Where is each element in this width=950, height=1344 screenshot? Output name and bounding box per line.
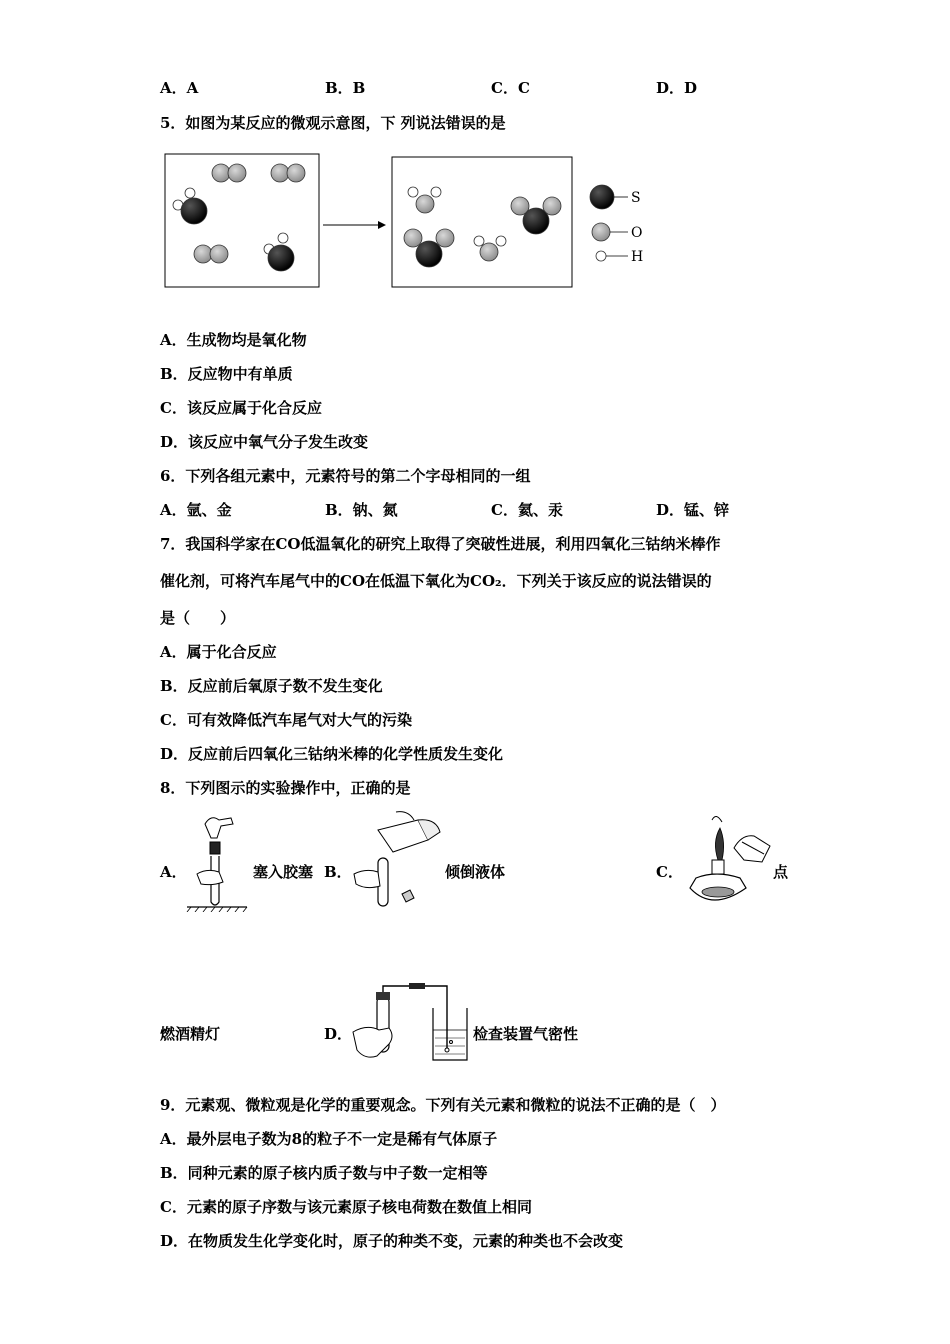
q4-option-d: D．D (656, 79, 698, 97)
legend-o-label: O (631, 225, 643, 241)
q8-option-a-text: 塞入胶塞 (253, 863, 314, 881)
q9-option-d: D．在物质发生化学变化时，原子的种类不变，元素的种类也不会改变 (160, 1232, 624, 1250)
legend-oxygen (592, 223, 628, 241)
q8-option-c-letter: C． (656, 863, 683, 881)
q9-option-c: C．元素的原子序数与该元素原子核电荷数在数值上相同 (160, 1198, 532, 1216)
q9-stem: 9．元素观、微粒观是化学的重要观念。下列有关元素和微粒的说法不正确的是（ ） (160, 1096, 726, 1114)
q8-option-c-text-2: 燃酒精灯 (160, 1025, 221, 1043)
q7-option-a: A．属于化合反应 (160, 643, 277, 661)
q7-option-d: D．反应前后四氧化三钴纳米棒的化学性质发生变化 (160, 745, 504, 763)
legend-sulfur (590, 185, 628, 209)
o2-molecule (271, 164, 305, 182)
q8-stem: 8．下列图示的实验操作中，正确的是 (160, 779, 411, 797)
q8-option-d-letter: D． (324, 1025, 353, 1043)
pour-liquid-illustration (348, 810, 448, 910)
q8-option-c-text-1: 点 (773, 863, 789, 881)
o2-molecule (194, 245, 228, 263)
q6-stem: 6．下列各组元素中，元素符号的第二个字母相同的一组 (160, 467, 531, 485)
airtightness-check-illustration (349, 978, 474, 1068)
q4-option-c: C．C (491, 79, 530, 97)
legend-hydrogen (596, 251, 628, 261)
q7-option-b: B．反应前后氧原子数不发生变化 (160, 677, 383, 695)
q8-option-b-text: 倾倒液体 (445, 863, 506, 881)
legend-h-label: H (631, 249, 644, 265)
q7-option-c: C．可有效降低汽车尾气对大气的污染 (160, 711, 412, 729)
q6-option-a: A．氩、金 (160, 501, 232, 519)
q7-stem-line-2: 催化剂，可将汽车尾气中的CO在低温下氧化为CO₂．下列关于该反应的说法错误的 (160, 572, 712, 590)
h2s-molecule (173, 188, 207, 224)
q7-stem-line-3: 是（ ） (160, 609, 236, 627)
so2-molecule (404, 229, 454, 267)
q9-option-b: B．同种元素的原子核内质子数与中子数一定相等 (160, 1164, 488, 1182)
alcohol-lamp-illustration (682, 812, 774, 912)
q6-option-d: D．锰、锌 (656, 501, 730, 519)
legend-s-label: S (631, 190, 641, 206)
h2o-molecule (474, 236, 506, 261)
q5-option-c: C．该反应属于化合反应 (160, 399, 322, 417)
q5-reaction-diagram (160, 150, 660, 295)
q4-option-a: A．A (160, 79, 199, 97)
q8-option-b-letter: B． (324, 863, 352, 881)
o2-molecule (212, 164, 246, 182)
stopper-insert-illustration (183, 812, 253, 912)
q8-option-d-text: 检查装置气密性 (473, 1025, 579, 1043)
q5-stem: 5．如图为某反应的微观示意图，下 列说法错误的是 (160, 114, 506, 132)
q9-option-a: A．最外层电子数为8的粒子不一定是稀有气体原子 (160, 1130, 498, 1148)
q6-option-c: C．氦、汞 (491, 501, 563, 519)
q8-option-a-letter: A． (160, 863, 187, 881)
q5-option-d: D．该反应中氧气分子发生改变 (160, 433, 369, 451)
h2o-molecule (408, 187, 441, 213)
q4-option-b: B．B (325, 79, 366, 97)
q5-option-a: A．生成物均是氧化物 (160, 331, 307, 349)
so2-molecule (511, 197, 561, 234)
q5-option-b: B．反应物中有单质 (160, 365, 293, 383)
q6-option-b: B．钠、氮 (325, 501, 398, 519)
h2s-molecule (264, 233, 294, 271)
q7-stem-line-1: 7．我国科学家在CO低温氧化的研究上取得了突破性进展，利用四氧化三钴纳米棒作 (160, 535, 721, 553)
